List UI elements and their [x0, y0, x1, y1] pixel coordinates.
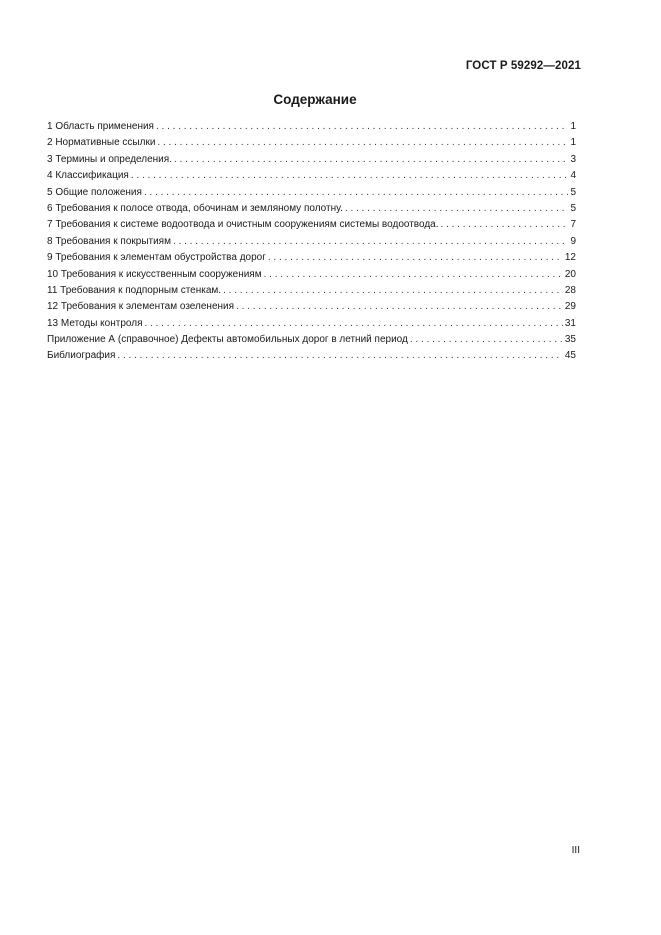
document-id: ГОСТ Р 59292—2021 — [465, 60, 581, 72]
toc-leader-dots — [174, 152, 568, 168]
toc-entry-5[interactable] — [47, 185, 576, 201]
toc-leader-dots — [410, 332, 563, 348]
toc-entry-label: 1 Область применения — [47, 121, 154, 132]
toc-entry-label: 9 Требования к элементам обустройства дорог — [47, 252, 266, 264]
toc-entry-label: 10 Требования к искусственным сооружениям — [47, 268, 262, 280]
toc-entry-label: 6 Требования к полосе отвода, обочинам и земляному полотну. — [47, 202, 343, 214]
toc-leader-dots — [236, 299, 563, 315]
toc-leader-dots — [441, 217, 569, 233]
toc-leader-dots — [223, 283, 563, 299]
toc-entry-label: 12 Требования к элементам озеленения — [47, 301, 235, 313]
toc-entry-4[interactable] — [47, 168, 576, 184]
toc-entry-page: 31 — [564, 317, 576, 329]
toc-entry-label: 8 Требования к покрытиям — [47, 235, 171, 247]
toc-entry-page: 1 — [570, 137, 576, 149]
toc-entry-3[interactable] — [47, 152, 576, 168]
toc-entry-page: 9 — [570, 235, 576, 247]
toc-entry-page: 20 — [564, 268, 576, 280]
toc-entry-page: 28 — [564, 284, 576, 296]
toc-entry-11[interactable] — [47, 283, 576, 299]
toc-entry-appendix-a[interactable] — [47, 332, 576, 348]
toc-entry-bibliography[interactable] — [47, 348, 576, 364]
toc-entry-label: 7 Требования к системе водоотвода и очистным сооружениям системы водоотвода. — [47, 219, 439, 231]
toc-entry-7[interactable] — [47, 217, 576, 233]
toc-leader-dots — [144, 185, 569, 201]
toc-leader-dots — [268, 250, 563, 266]
toc-entry-label: 2 Нормативные ссылки — [47, 137, 156, 149]
toc-title: Содержание — [273, 92, 357, 107]
toc-entry-12[interactable] — [47, 299, 576, 315]
toc-entry-page: 5 — [570, 186, 576, 198]
toc-entry-2[interactable] — [47, 135, 576, 151]
toc-entry-label: 13 Методы контроля — [47, 317, 143, 329]
toc-entry-8[interactable] — [47, 234, 576, 250]
toc-entry-6[interactable] — [47, 201, 576, 217]
toc-entry-label: 3 Термины и определения. — [47, 153, 172, 165]
toc-entry-13[interactable] — [47, 316, 576, 332]
table-of-contents — [47, 119, 576, 365]
toc-leader-dots — [131, 168, 569, 184]
toc-leader-dots — [173, 234, 568, 250]
toc-leader-dots — [117, 348, 562, 364]
toc-leader-dots — [157, 135, 568, 151]
toc-entry-page: 4 — [570, 170, 576, 182]
toc-leader-dots — [264, 267, 563, 283]
toc-entry-page: 35 — [564, 334, 576, 346]
toc-entry-page: 3 — [570, 153, 576, 165]
toc-leader-dots — [345, 201, 569, 217]
toc-entry-page: 5 — [570, 202, 576, 214]
toc-entry-page: 29 — [564, 301, 576, 313]
page-number: III — [571, 845, 580, 856]
toc-entry-label: 4 Классификация — [47, 170, 129, 182]
toc-entry-page: 45 — [564, 350, 576, 362]
toc-entry-label: 5 Общие положения — [47, 186, 142, 198]
toc-entry-10[interactable] — [47, 267, 576, 283]
toc-entry-page: 12 — [564, 252, 576, 264]
toc-entry-9[interactable] — [47, 250, 576, 266]
toc-entry-label: Библиография — [47, 350, 116, 362]
toc-entry-label: Приложение А (справочное) Дефекты автомобильных дорог в летний период — [47, 334, 408, 346]
toc-entry-1[interactable] — [47, 119, 576, 135]
toc-leader-dots — [145, 316, 563, 332]
toc-entry-page: 7 — [570, 219, 576, 231]
toc-entry-label: 11 Требования к подпорным стенкам. — [47, 284, 222, 296]
toc-leader-dots — [156, 119, 568, 135]
toc-entry-page: 1 — [570, 121, 576, 132]
